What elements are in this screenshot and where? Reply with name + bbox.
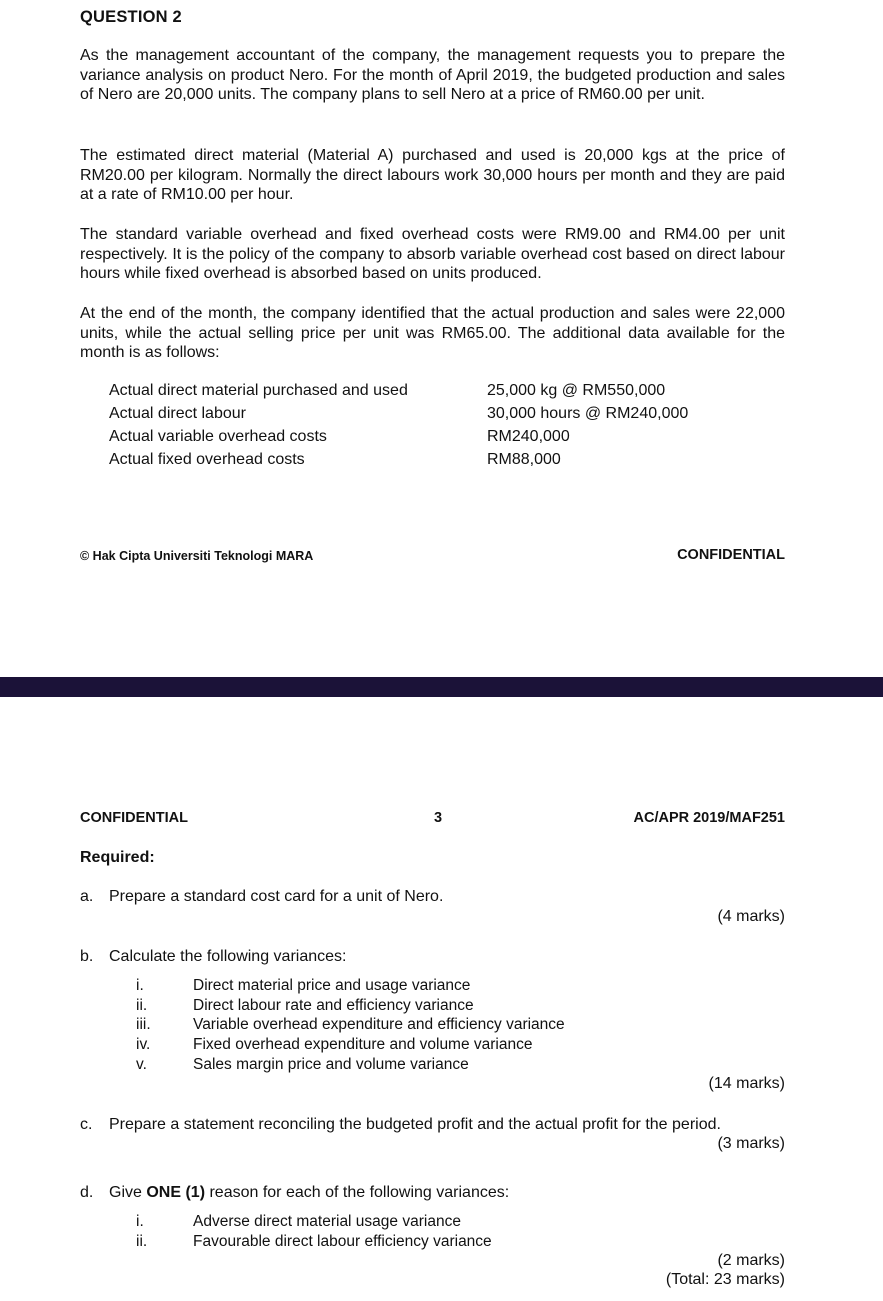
- actual-data-label: Actual fixed overhead costs: [109, 451, 305, 468]
- part-b-item-number: v.: [136, 1056, 147, 1073]
- question-heading: QUESTION 2: [80, 8, 182, 26]
- part-d-item-text: Favourable direct labour efficiency variance: [193, 1233, 492, 1250]
- part-a-text: Prepare a standard cost card for a unit of Nero.: [109, 888, 444, 905]
- exam-code: AC/APR 2019/MAF251: [633, 810, 785, 826]
- part-a-marks: (4 marks): [717, 908, 785, 925]
- part-b-item-number: ii.: [136, 997, 148, 1014]
- actual-data-value: RM240,000: [487, 428, 570, 445]
- part-b-item-number: iv.: [136, 1036, 151, 1053]
- part-d-text: [109, 1184, 509, 1202]
- page-divider: [0, 677, 883, 697]
- copyright-footer: © Hak Cipta Universiti Teknologi MARA: [80, 549, 314, 563]
- part-c-text: Prepare a statement reconciling the budgeted profit and the actual profit for the period.: [109, 1116, 721, 1133]
- overhead-paragraph: The standard variable overhead and fixed overhead costs were RM9.00 and RM4.00 per unit respectively. It is the policy of the company to absorb variable overhead cost based on direct labour hours while fixed overhead is absorbed based on units produced.: [80, 226, 785, 282]
- part-b-item-text: Fixed overhead expenditure and volume variance: [193, 1036, 533, 1053]
- actual-data-label: Actual direct labour: [109, 405, 246, 422]
- part-d-item-number: ii.: [136, 1233, 148, 1250]
- part-c-letter: c.: [80, 1116, 93, 1133]
- part-b-letter: b.: [80, 948, 94, 965]
- part-b-item-text: Direct material price and usage variance: [193, 977, 471, 994]
- part-d-marks: (2 marks): [717, 1252, 785, 1269]
- part-b-item-number: i.: [136, 977, 144, 994]
- part-a-letter: a.: [80, 888, 94, 905]
- actual-data-value: 30,000 hours @ RM240,000: [487, 405, 689, 422]
- material-paragraph: The estimated direct material (Material A) purchased and used is 20,000 kgs at the price of RM20.00 per kilogram. Normally the direct labours work 30,000 hours per month and they are paid at a rate of RM10.00 per hour.: [80, 147, 785, 203]
- part-b-item-text: Direct labour rate and efficiency variance: [193, 997, 474, 1014]
- confidential-footer: CONFIDENTIAL: [677, 547, 785, 563]
- part-c-marks: (3 marks): [717, 1135, 785, 1152]
- total-marks: (Total: 23 marks): [665, 1271, 785, 1288]
- part-d-item-text: Adverse direct material usage variance: [193, 1213, 461, 1230]
- part-b-item-text: Sales margin price and volume variance: [193, 1056, 469, 1073]
- required-heading: Required:: [80, 849, 155, 866]
- part-d-item-number: i.: [136, 1213, 144, 1230]
- actual-data-label: Actual direct material purchased and used: [109, 382, 408, 399]
- part-d-letter: d.: [80, 1184, 94, 1201]
- part-b-text: Calculate the following variances:: [109, 948, 347, 965]
- intro-paragraph: As the management accountant of the company, the management requests you to prepare the variance analysis on product Nero. For the month of April 2019, the budgeted production and sales of Nero are 20,000 units. The company plans to sell Nero at a price of RM60.00 per unit.: [80, 47, 785, 103]
- actual-data-value: 25,000 kg @ RM550,000: [487, 382, 666, 399]
- part-b-item-text: Variable overhead expenditure and efficiency variance: [193, 1016, 565, 1033]
- page-number: 3: [434, 810, 443, 826]
- part-d-text-before: Give: [109, 1184, 147, 1201]
- actual-data-label: Actual variable overhead costs: [109, 428, 327, 445]
- actual-data-value: RM88,000: [487, 451, 561, 468]
- actual-paragraph: At the end of the month, the company identified that the actual production and sales were 22,000 units, while the actual selling price per unit was RM65.00. The additional data available for the month is as follows:: [80, 305, 785, 361]
- part-d-text-after: reason for each of the following variances:: [205, 1184, 510, 1201]
- part-b-item-number: iii.: [136, 1016, 151, 1033]
- part-b-marks: (14 marks): [708, 1075, 785, 1092]
- part-d-text-bold: ONE (1): [146, 1184, 206, 1201]
- confidential-header: CONFIDENTIAL: [80, 810, 188, 826]
